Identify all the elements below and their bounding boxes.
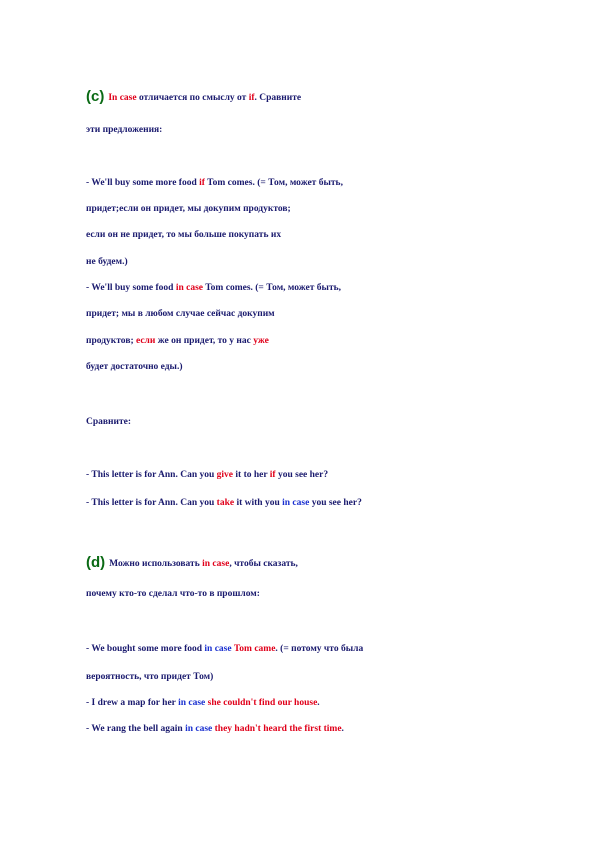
keyword-give: give — [216, 470, 234, 480]
keyword-in-case: in case — [185, 724, 213, 734]
keyword-clause: she couldn't find our house — [207, 698, 318, 708]
example-d1 — [86, 643, 363, 655]
keyword-in-case: in case — [282, 498, 310, 508]
sentence-text-mid: it to her — [233, 470, 270, 480]
keyword-clause: Tom came — [233, 644, 276, 654]
compare-sentence-2 — [86, 497, 362, 509]
example-text-end: Tom comes. (= Том, может быть, — [204, 178, 343, 188]
keyword-in-case: in case — [202, 559, 230, 569]
example-text: - We rang the bell again — [86, 724, 186, 734]
example-d1-line2: вероятность, что придет Том) — [86, 672, 214, 682]
example-text: - We'll buy some food — [86, 283, 176, 293]
section-d-letter: (d) — [86, 554, 106, 571]
section-c-line2: эти предложения: — [86, 125, 163, 135]
keyword-esli: если — [136, 336, 156, 346]
keyword-take: take — [216, 498, 235, 508]
keyword-if: if — [199, 178, 205, 188]
keyword-in-case: in case — [175, 283, 204, 293]
keyword-in-case: in case — [204, 644, 232, 654]
example-c2 — [86, 282, 341, 294]
example-text: - We bought some more food — [86, 644, 205, 654]
keyword-uzhe: уже — [253, 336, 269, 346]
example-text-mid: же он придет, то у нас — [155, 336, 254, 346]
sentence-text: - This letter is for Ann. Can you — [86, 470, 217, 480]
sentence-text: - This letter is for Ann. Can you — [86, 498, 217, 508]
example-text: - I drew a map for her — [86, 698, 179, 708]
example-c1 — [86, 177, 343, 189]
example-c2-line2: придет; мы в любом случае сейчас докупим — [86, 309, 275, 319]
example-text-end: . — [317, 698, 320, 708]
sentence-text-mid: it with you — [234, 498, 283, 508]
section-d-line2: почему кто-то сделал что-то в прошлом: — [86, 589, 260, 599]
heading-text: Можно использовать — [109, 559, 203, 569]
example-text-end: . — [341, 724, 344, 734]
example-text-end: Tom comes. (= Том, может быть, — [203, 283, 342, 293]
example-c2-line3 — [86, 335, 269, 347]
compare-sentence-1 — [86, 469, 328, 481]
section-d-heading — [86, 554, 298, 571]
example-c1-line4: не будем.) — [86, 257, 128, 267]
example-c1-line2: придет;если он придет, мы докупим продуктов; — [86, 204, 291, 214]
sentence-text-end: you see her? — [309, 498, 362, 508]
example-text: продуктов; — [86, 336, 136, 346]
keyword-in-case: In case — [108, 93, 137, 103]
keyword-if: if — [248, 93, 255, 103]
compare-label: Сравните: — [86, 417, 132, 427]
sentence-text-end: you see her? — [275, 470, 329, 480]
keyword-if: if — [269, 470, 276, 480]
example-d3 — [86, 723, 344, 735]
example-d2 — [86, 697, 320, 709]
heading-text: отличается по смыслу от — [136, 93, 249, 103]
example-text: - We'll buy some more food — [86, 178, 200, 188]
heading-text-end: , чтобы сказать, — [229, 559, 298, 569]
example-c1-line3: если он не придет, то мы больше покупать их — [86, 230, 282, 240]
heading-text-end: . Сравните — [254, 93, 302, 103]
example-c2-line4: будет достаточно еды.) — [86, 362, 183, 372]
section-c-letter: (c) — [86, 88, 105, 105]
section-c-heading — [86, 88, 302, 105]
example-text-end: . (= потому что была — [275, 644, 364, 654]
keyword-in-case: in case — [178, 698, 206, 708]
keyword-clause: they hadn't heard the first time — [214, 724, 342, 734]
